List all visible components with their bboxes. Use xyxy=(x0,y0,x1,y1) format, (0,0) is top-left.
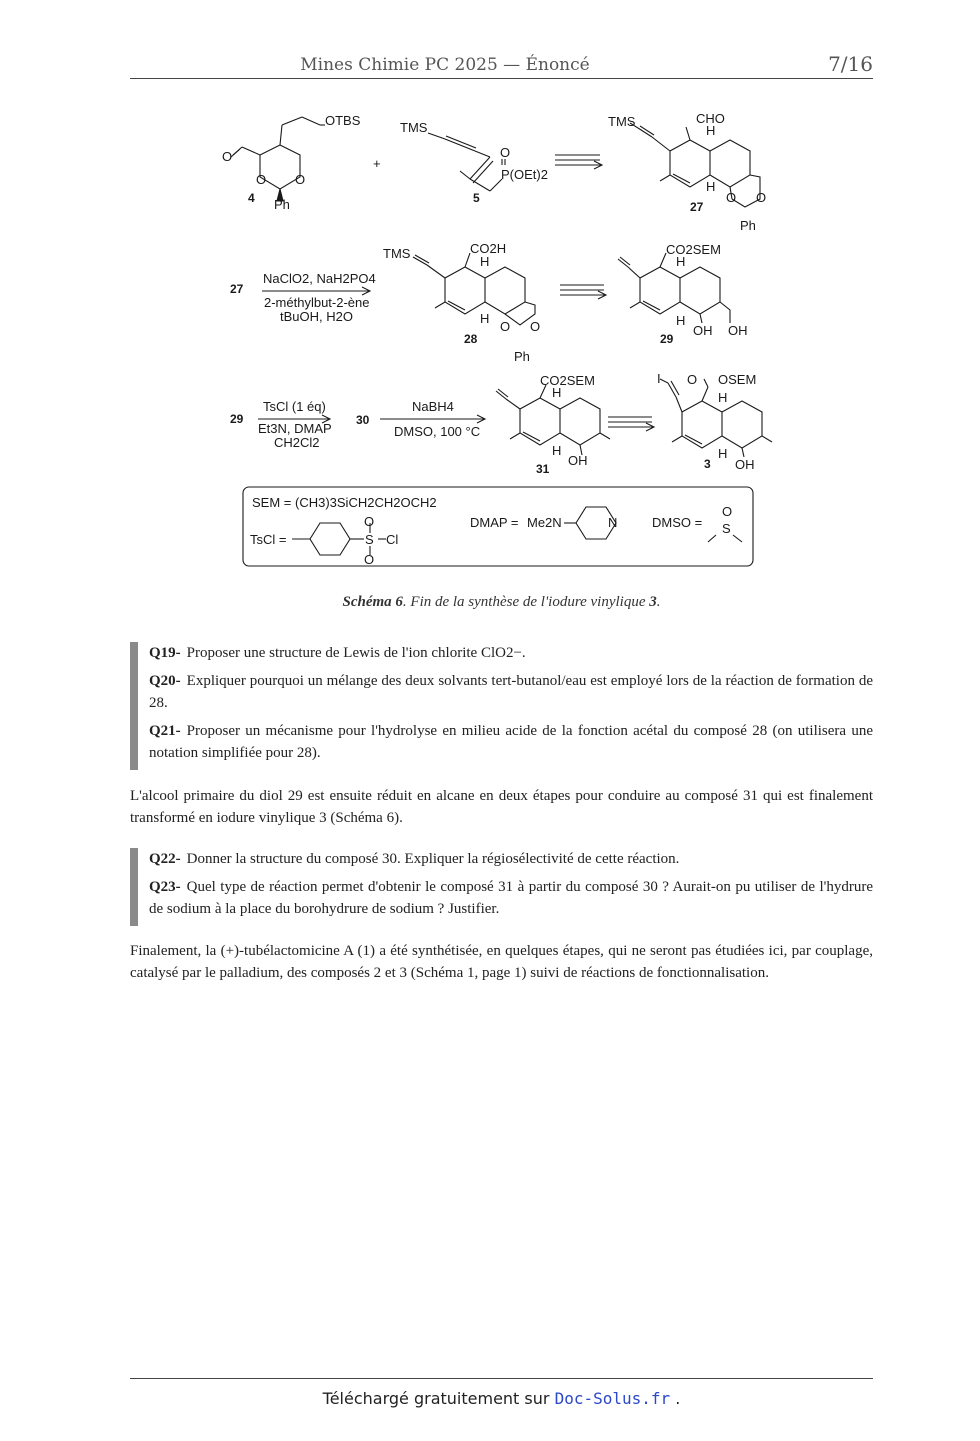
ph-label: Ph xyxy=(514,349,530,364)
n-label: N xyxy=(608,515,618,530)
page-number: 7/16 xyxy=(828,52,873,76)
compound-label-27: 27 xyxy=(230,282,244,296)
h-label: H xyxy=(480,311,490,326)
question-text: Donner la structure du composé 30. Expliquer la régiosélectivité de cette réaction. xyxy=(186,851,680,867)
compound-label-31: 31 xyxy=(536,462,550,476)
s-label: S xyxy=(722,521,731,536)
caption-label: Schéma 6 xyxy=(342,594,403,610)
iodine-label: I xyxy=(657,371,661,386)
oh-label: OH xyxy=(728,323,748,338)
oh-label: OH xyxy=(735,457,755,472)
me2n-label: Me2N xyxy=(527,515,562,530)
o-label: O xyxy=(256,172,267,187)
question-text: Expliquer pourquoi un mélange des deux solvants tert-butanol/eau est employé lors de la réaction de formation de 28. xyxy=(149,673,873,711)
footer-end: . xyxy=(670,1389,681,1408)
oh-label: OH xyxy=(693,323,713,338)
h-label: H xyxy=(706,123,716,138)
h-label: H xyxy=(552,443,562,458)
ph-label: Ph xyxy=(740,218,756,233)
h-label: H xyxy=(552,385,562,400)
reagent-label: NaBH4 xyxy=(412,399,454,414)
cl-label: Cl xyxy=(386,532,399,547)
o-label: O xyxy=(530,319,541,334)
question-q21 xyxy=(149,720,873,764)
dmso-definition: DMSO = xyxy=(652,515,703,530)
tscl-definition: TsCl = xyxy=(250,532,287,547)
footer-text xyxy=(130,1389,873,1408)
reagent-label: TsCl (1 éq) xyxy=(263,399,326,414)
reagent-label: CH2Cl2 xyxy=(274,435,320,450)
page-footer xyxy=(130,1378,873,1408)
compound-label-5: 5 xyxy=(473,191,480,205)
question-q19 xyxy=(149,642,873,664)
paragraph-text: Finalement, la (+)-tubélactomicine A (1) a été synthétisée, en quelques étapes, qui ne seront pas étudiées ici, par couplage, catalysé par le palladium, des composés 2 et 3 (Schéma 1, page 1) suivi de réactions de fonctionnalisation. xyxy=(130,943,873,981)
o-label: O xyxy=(500,145,511,160)
tms-label: TMS xyxy=(400,120,428,135)
legend-box xyxy=(243,487,753,567)
compound-31 xyxy=(496,373,610,476)
h-label: H xyxy=(480,254,490,269)
co2sem-label: CO2SEM xyxy=(540,373,595,388)
caption-num: 3 xyxy=(649,594,657,610)
h-label: H xyxy=(718,390,728,405)
o-label: O xyxy=(222,149,233,164)
caption-end: . xyxy=(656,594,661,610)
footer-label: Téléchargé gratuitement sur xyxy=(322,1389,555,1408)
scheme-caption xyxy=(130,594,873,611)
compound-label-27: 27 xyxy=(690,200,704,214)
ph-label: Ph xyxy=(274,197,290,212)
reagent-label: 2-méthylbut-2-ène xyxy=(264,295,370,310)
compound-label-29: 29 xyxy=(230,412,244,426)
question-text: Proposer un mécanisme pour l'hydrolyse en milieu acide de la fonction acétal du composé 28 (on utilisera une notation simplifiée pour 28). xyxy=(149,723,873,761)
reagent-label: DMSO, 100 °C xyxy=(394,424,481,439)
questions-block-1 xyxy=(130,642,873,770)
plus-sign: + xyxy=(373,156,381,171)
co2h-label: CO2H xyxy=(470,241,507,256)
reaction-arrow-1 xyxy=(262,271,376,324)
question-text: Proposer une structure de Lewis de l'ion chlorite ClO2−. xyxy=(186,645,526,661)
question-id: Q20- xyxy=(149,673,181,689)
h-label: H xyxy=(676,254,686,269)
paragraph-text: L'alcool primaire du diol 29 est ensuite réduit en alcane en deux étapes pour conduire au composé 31 qui est finalement transformé en iodure vinylique 3 (Schéma 6). xyxy=(130,788,873,826)
s-label: S xyxy=(365,532,374,547)
compound-label-28: 28 xyxy=(464,332,478,346)
o-label: O xyxy=(722,504,733,519)
sem-definition: SEM = (CH3)3SiCH2CH2OCH2 xyxy=(252,495,437,510)
compound-27 xyxy=(608,111,766,233)
compound-label-29: 29 xyxy=(660,332,674,346)
question-id: Q21- xyxy=(149,723,181,739)
question-id: Q19- xyxy=(149,645,181,661)
co2sem-label: CO2SEM xyxy=(666,242,721,257)
otbs-label: OTBS xyxy=(325,113,361,128)
compound-label-30: 30 xyxy=(356,413,370,427)
compound-label-4: 4 xyxy=(248,191,255,205)
multistep-arrow-1 xyxy=(555,155,602,169)
compound-label-3: 3 xyxy=(704,457,711,471)
compound-5 xyxy=(400,120,548,205)
question-id: Q22- xyxy=(149,851,181,867)
doc-solus-link[interactable]: Doc-Solus.fr xyxy=(554,1389,671,1408)
page-header xyxy=(130,52,873,79)
question-q22 xyxy=(149,848,873,870)
o-label: O xyxy=(364,552,375,567)
o-label: O xyxy=(756,190,767,205)
h-label: H xyxy=(676,313,686,328)
reaction-arrow-2 xyxy=(258,399,332,450)
o-label: O xyxy=(364,514,375,529)
paragraph-1 xyxy=(130,785,873,829)
compound-4 xyxy=(222,113,361,212)
reagent-label: NaClO2, NaH2PO4 xyxy=(263,271,376,286)
o-label: O xyxy=(295,172,306,187)
caption-text: . Fin de la synthèse de l'iodure vinylique xyxy=(402,594,650,610)
o-label: O xyxy=(687,372,698,387)
phosphonate-label: P(OEt)2 xyxy=(501,167,548,182)
reaction-arrow-3 xyxy=(380,399,485,439)
tms-label: TMS xyxy=(608,114,636,129)
o-label: O xyxy=(500,319,511,334)
scheme-svg xyxy=(130,95,873,595)
reagent-label: tBuOH, H2O xyxy=(280,309,353,324)
cho-label: CHO xyxy=(696,111,725,126)
multistep-arrow-2 xyxy=(560,285,606,299)
compound-3 xyxy=(657,371,772,472)
reagent-label: Et3N, DMAP xyxy=(258,421,332,436)
compound-28 xyxy=(383,241,540,364)
h-label: H xyxy=(718,446,728,461)
question-q23 xyxy=(149,876,873,920)
paragraph-2 xyxy=(130,940,873,984)
o-label: O xyxy=(726,190,737,205)
tms-label: TMS xyxy=(383,246,411,261)
oh-label: OH xyxy=(568,453,588,468)
reaction-scheme xyxy=(130,95,873,595)
question-id: Q23- xyxy=(149,879,181,895)
question-text: Quel type de réaction permet d'obtenir le composé 31 à partir du composé 30 ? Aurait-on pu utiliser de l'hydrure de sodium à la place du borohydrure de sodium ? Justifier. xyxy=(149,879,873,917)
osem-label: OSEM xyxy=(718,372,757,387)
dmap-definition: DMAP = xyxy=(470,515,519,530)
multistep-arrow-3 xyxy=(608,417,654,431)
header-title: Mines Chimie PC 2025 — Énoncé xyxy=(300,55,590,75)
questions-block-2 xyxy=(130,848,873,926)
compound-29 xyxy=(618,242,748,346)
question-q20 xyxy=(149,670,873,714)
h-label: H xyxy=(706,179,716,194)
